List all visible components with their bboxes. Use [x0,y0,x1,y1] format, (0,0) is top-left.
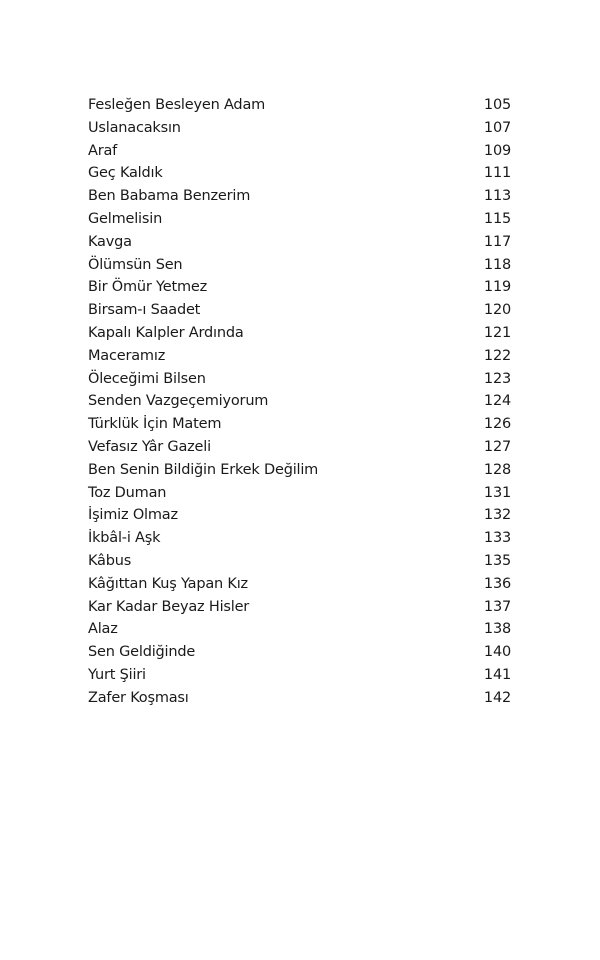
toc-entry-page: 133 [483,530,511,547]
toc-entry [88,413,511,436]
toc-entry [88,368,511,391]
toc-entry-page: 131 [483,484,511,501]
toc-entry-page: 128 [483,461,511,478]
toc-entry-title: Kavga [88,233,132,250]
table-of-contents [88,94,511,710]
toc-entry [88,208,511,231]
toc-entry-title: Öleceğimi Bilsen [88,370,206,387]
toc-entry-page: 137 [483,598,511,615]
toc-entry [88,641,511,664]
toc-entry [88,276,511,299]
toc-entry-title: Araf [88,142,118,159]
toc-entry-page: 124 [483,393,511,410]
toc-entry-title: Kar Kadar Beyaz Hisler [88,598,250,615]
toc-entry-page: 138 [483,621,511,638]
toc-entry-page: 123 [483,370,511,387]
toc-entry-title: Birsam-ı Saadet [88,302,201,319]
toc-entry-page: 107 [483,119,511,136]
toc-entry [88,618,511,641]
toc-entry [88,596,511,619]
toc-entry-title: Senden Vazgeçemiyorum [88,393,269,410]
toc-entry [88,299,511,322]
toc-entry-title: Kâbus [88,552,132,569]
toc-entry-page: 115 [483,210,511,227]
toc-entry [88,459,511,482]
toc-entry-page: 120 [483,302,511,319]
toc-entry-page: 135 [483,552,511,569]
toc-entry [88,390,511,413]
toc-entry [88,140,511,163]
toc-entry-page: 132 [483,507,511,524]
toc-entry-title: Zafer Koşması [88,689,189,706]
toc-entry-title: Ben Senin Bildiğin Erkek Değilim [88,461,319,478]
toc-entry-title: Kapalı Kalpler Ardında [88,324,244,341]
toc-entry-page: 118 [483,256,511,273]
toc-entry-title: Toz Duman [88,484,167,501]
toc-entry [88,687,511,710]
toc-entry-title: Fesleğen Besleyen Adam [88,97,266,113]
toc-entry-page: 141 [483,666,511,683]
toc-entry [88,527,511,550]
toc-entry [88,504,511,527]
toc-entry-title: Ben Babama Benzerim [88,188,251,205]
toc-entry-page: 127 [483,438,511,455]
toc-entry-title: Türklük İçin Matem [88,416,222,433]
toc-entry-title: Vefasız Yâr Gazeli [88,438,211,455]
toc-entry-page: 119 [483,279,511,296]
toc-entry-title: Uslanacaksın [88,119,181,136]
toc-entry-title: Gelmelisin [88,210,163,227]
toc-entry [88,436,511,459]
toc-entry-title: Geç Kaldık [88,165,163,182]
toc-entry-page: 109 [483,142,511,159]
toc-entry [88,231,511,254]
toc-entry-page: 142 [483,689,511,706]
toc-entry [88,322,511,345]
toc-entry-page: 121 [483,324,511,341]
toc-entry [88,185,511,208]
toc-entry-title: Maceramız [88,347,166,364]
toc-entry-title: Alaz [88,621,118,638]
toc-entry [88,117,511,140]
toc-entry-title: Bir Ömür Yetmez [88,279,208,296]
toc-entry-page: 140 [483,644,511,661]
toc-entry-page: 105 [483,97,511,113]
toc-entry-page: 136 [483,575,511,592]
toc-entry [88,162,511,185]
toc-entry [88,345,511,368]
toc-entry-page: 111 [483,165,511,182]
toc-entry-page: 117 [483,233,511,250]
toc-entry-title: İşimiz Olmaz [88,507,178,524]
toc-entry [88,254,511,277]
toc-entry [88,94,511,117]
toc-entry-page: 126 [483,416,511,433]
toc-entry-title: Ölümsün Sen [88,256,183,273]
toc-entry-title: İkbâl-i Aşk [88,530,161,547]
toc-entry [88,482,511,505]
toc-entry-title: Yurt Şiiri [88,666,146,683]
toc-entry-title: Sen Geldiğinde [88,644,196,661]
toc-entry-title: Kâğıttan Kuş Yapan Kız [88,575,248,592]
toc-entry-page: 122 [483,347,511,364]
toc-entry [88,573,511,596]
toc-entry [88,550,511,573]
toc-entry [88,664,511,687]
toc-entry-page: 113 [483,188,511,205]
